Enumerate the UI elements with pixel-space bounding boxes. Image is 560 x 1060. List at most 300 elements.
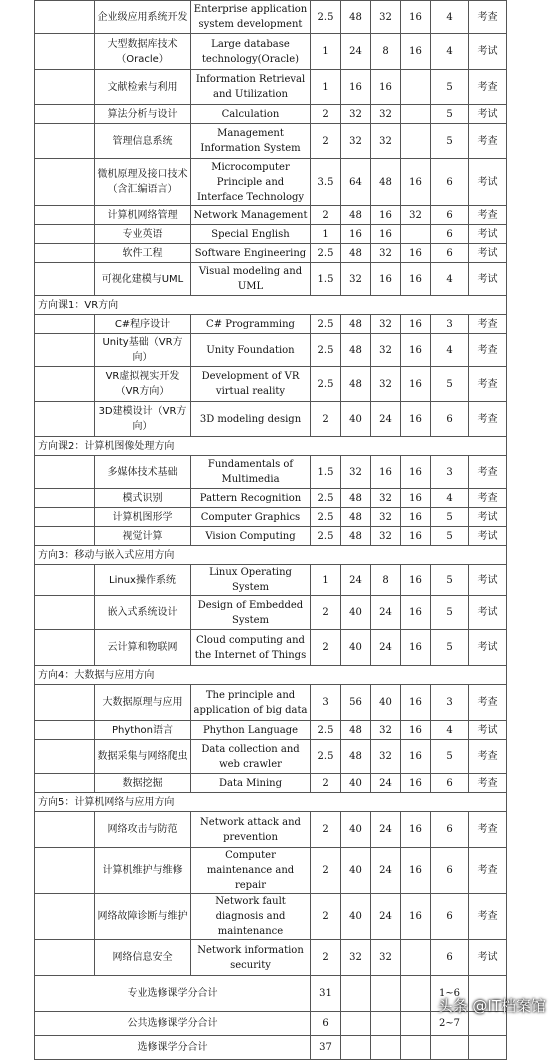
course-name-en: The principle and application of big data bbox=[191, 685, 311, 721]
total-semester bbox=[431, 1036, 469, 1060]
course-name-en: Linux Operating System bbox=[191, 565, 311, 596]
course-name-cn: 可视化建模与UML bbox=[95, 263, 191, 296]
lecture-hours-cell: 32 bbox=[371, 740, 401, 774]
course-name-cn: 企业级应用系统开发 bbox=[95, 1, 191, 34]
credit-cell: 2 bbox=[311, 124, 341, 159]
course-name-en: 3D modeling design bbox=[191, 402, 311, 437]
lecture-hours-cell: 48 bbox=[371, 159, 401, 206]
course-name-cn: 嵌入式系统设计 bbox=[95, 596, 191, 630]
category-cell bbox=[35, 244, 95, 263]
lab-hours-cell: 16 bbox=[401, 402, 431, 437]
lab-hours-cell: 16 bbox=[401, 848, 431, 894]
table-row bbox=[35, 263, 507, 296]
exam-type-cell: 考试 bbox=[469, 105, 507, 124]
credit-cell: 1 bbox=[311, 34, 341, 70]
total-hours-cell: 32 bbox=[341, 456, 371, 489]
category-cell bbox=[35, 685, 95, 721]
course-name-en: C# Programming bbox=[191, 315, 311, 334]
total-hours-cell: 48 bbox=[341, 508, 371, 527]
exam-type-cell: 考试 bbox=[469, 565, 507, 596]
course-name-cn: 网络信息安全 bbox=[95, 940, 191, 976]
lab-hours-cell: 16 bbox=[401, 508, 431, 527]
category-cell bbox=[35, 489, 95, 508]
total-hours-cell: 32 bbox=[341, 124, 371, 159]
lecture-hours-cell: 32 bbox=[371, 721, 401, 740]
credit-cell: 2.5 bbox=[311, 489, 341, 508]
exam-type-cell: 考查 bbox=[469, 740, 507, 774]
course-name-en: Computer Graphics bbox=[191, 508, 311, 527]
course-name-en: Information Retrieval and Utilization bbox=[191, 70, 311, 105]
credit-cell: 1 bbox=[311, 565, 341, 596]
credit-cell: 2.5 bbox=[311, 1, 341, 34]
semester-cell: 6 bbox=[431, 848, 469, 894]
table-row bbox=[35, 596, 507, 630]
credit-cell: 2.5 bbox=[311, 244, 341, 263]
lab-hours-cell: 16 bbox=[401, 456, 431, 489]
course-name-en: Network attack and prevention bbox=[191, 812, 311, 848]
semester-cell: 6 bbox=[431, 159, 469, 206]
exam-type-cell: 考查 bbox=[469, 894, 507, 940]
course-name-cn: C#程序设计 bbox=[95, 315, 191, 334]
course-name-cn: 管理信息系统 bbox=[95, 124, 191, 159]
lab-hours-cell: 16 bbox=[401, 489, 431, 508]
exam-type-cell: 考试 bbox=[469, 630, 507, 666]
lecture-hours-cell: 24 bbox=[371, 812, 401, 848]
category-cell bbox=[35, 630, 95, 666]
category-cell bbox=[35, 70, 95, 105]
exam-type-cell: 考查 bbox=[469, 315, 507, 334]
section-row bbox=[35, 296, 507, 315]
total-hours-cell: 64 bbox=[341, 159, 371, 206]
total-hours-cell: 56 bbox=[341, 685, 371, 721]
course-name-en: Computer maintenance and repair bbox=[191, 848, 311, 894]
section-row bbox=[35, 546, 507, 565]
course-name-cn: Linux操作系统 bbox=[95, 565, 191, 596]
table-row bbox=[35, 685, 507, 721]
exam-type-cell: 考查 bbox=[469, 124, 507, 159]
semester-cell: 3 bbox=[431, 315, 469, 334]
semester-cell: 4 bbox=[431, 1, 469, 34]
table-row bbox=[35, 630, 507, 666]
lab-hours-cell bbox=[401, 940, 431, 976]
category-cell bbox=[35, 527, 95, 546]
course-name-cn: 计算机维护与维修 bbox=[95, 848, 191, 894]
credit-cell: 2 bbox=[311, 812, 341, 848]
total-hours-cell: 48 bbox=[341, 315, 371, 334]
total-label: 公共选修课学分合计 bbox=[35, 1012, 311, 1036]
credit-cell: 1.5 bbox=[311, 263, 341, 296]
credit-cell: 2.5 bbox=[311, 367, 341, 402]
total-hours-cell: 48 bbox=[341, 740, 371, 774]
exam-type-cell: 考试 bbox=[469, 940, 507, 976]
blank-cell bbox=[371, 976, 401, 1012]
course-name-en: Visual modeling and UML bbox=[191, 263, 311, 296]
table-row bbox=[35, 894, 507, 940]
exam-type-cell: 考试 bbox=[469, 159, 507, 206]
category-cell bbox=[35, 334, 95, 367]
course-name-cn: 数据采集与网络爬虫 bbox=[95, 740, 191, 774]
course-name-cn: 计算机网络管理 bbox=[95, 206, 191, 225]
credit-cell: 1 bbox=[311, 225, 341, 244]
semester-cell: 6 bbox=[431, 940, 469, 976]
course-name-cn: 网络故障诊断与维护 bbox=[95, 894, 191, 940]
course-name-en: Special English bbox=[191, 225, 311, 244]
lecture-hours-cell: 16 bbox=[371, 206, 401, 225]
total-hours-cell: 32 bbox=[341, 105, 371, 124]
semester-cell: 6 bbox=[431, 206, 469, 225]
course-name-en: Software Engineering bbox=[191, 244, 311, 263]
exam-type-cell: 考试 bbox=[469, 34, 507, 70]
credit-cell: 2.5 bbox=[311, 527, 341, 546]
exam-type-cell: 考试 bbox=[469, 527, 507, 546]
exam-type-cell: 考试 bbox=[469, 596, 507, 630]
course-name-en: Data Mining bbox=[191, 774, 311, 793]
exam-type-cell: 考试 bbox=[469, 721, 507, 740]
course-name-cn: Phython语言 bbox=[95, 721, 191, 740]
course-name-en: Data collection and web crawler bbox=[191, 740, 311, 774]
course-name-en: Network Management bbox=[191, 206, 311, 225]
lecture-hours-cell: 16 bbox=[371, 70, 401, 105]
lab-hours-cell bbox=[401, 124, 431, 159]
semester-cell: 5 bbox=[431, 630, 469, 666]
total-semester: 1~6 bbox=[431, 976, 469, 1012]
blank-cell bbox=[341, 1036, 371, 1060]
course-name-cn: VR虚拟视实开发（VR方向） bbox=[95, 367, 191, 402]
credit-cell: 1 bbox=[311, 70, 341, 105]
credit-cell: 2 bbox=[311, 774, 341, 793]
exam-type-cell: 考查 bbox=[469, 402, 507, 437]
exam-type-cell: 考查 bbox=[469, 848, 507, 894]
lab-hours-cell: 16 bbox=[401, 527, 431, 546]
lecture-hours-cell: 24 bbox=[371, 630, 401, 666]
category-cell bbox=[35, 124, 95, 159]
total-hours-cell: 32 bbox=[341, 940, 371, 976]
semester-cell: 6 bbox=[431, 244, 469, 263]
total-label: 选修课学分合计 bbox=[35, 1036, 311, 1060]
lab-hours-cell bbox=[401, 70, 431, 105]
category-cell bbox=[35, 774, 95, 793]
table-row bbox=[35, 105, 507, 124]
category-cell bbox=[35, 812, 95, 848]
total-hours-cell: 48 bbox=[341, 206, 371, 225]
blank-cell bbox=[469, 1036, 507, 1060]
total-hours-cell: 16 bbox=[341, 70, 371, 105]
course-name-en: Cloud computing and the Internet of Things bbox=[191, 630, 311, 666]
exam-type-cell: 考查 bbox=[469, 774, 507, 793]
exam-type-cell: 考查 bbox=[469, 685, 507, 721]
course-name-en: Vision Computing bbox=[191, 527, 311, 546]
course-name-en: Phython Language bbox=[191, 721, 311, 740]
credit-cell: 2 bbox=[311, 940, 341, 976]
category-cell bbox=[35, 1, 95, 34]
course-name-en: Fundamentals of Multimedia bbox=[191, 456, 311, 489]
exam-type-cell: 考试 bbox=[469, 508, 507, 527]
credit-cell: 3.5 bbox=[311, 159, 341, 206]
exam-type-cell: 考查 bbox=[469, 334, 507, 367]
course-table bbox=[34, 0, 507, 1060]
total-hours-cell: 40 bbox=[341, 402, 371, 437]
lab-hours-cell: 16 bbox=[401, 34, 431, 70]
total-hours-cell: 16 bbox=[341, 225, 371, 244]
category-cell bbox=[35, 225, 95, 244]
credit-cell: 2.5 bbox=[311, 315, 341, 334]
category-cell bbox=[35, 367, 95, 402]
course-name-cn: 多媒体技术基础 bbox=[95, 456, 191, 489]
table-row bbox=[35, 1, 507, 34]
course-name-cn: 视觉计算 bbox=[95, 527, 191, 546]
lab-hours-cell: 16 bbox=[401, 774, 431, 793]
lecture-hours-cell: 24 bbox=[371, 894, 401, 940]
total-label: 专业选修课学分合计 bbox=[35, 976, 311, 1012]
category-cell bbox=[35, 596, 95, 630]
lab-hours-cell: 16 bbox=[401, 263, 431, 296]
semester-cell: 6 bbox=[431, 812, 469, 848]
course-name-en: Large database technology(Oracle) bbox=[191, 34, 311, 70]
course-name-cn: 专业英语 bbox=[95, 225, 191, 244]
exam-type-cell: 考查 bbox=[469, 489, 507, 508]
lab-hours-cell: 16 bbox=[401, 1, 431, 34]
semester-cell: 5 bbox=[431, 124, 469, 159]
category-cell bbox=[35, 315, 95, 334]
total-hours-cell: 40 bbox=[341, 894, 371, 940]
course-name-cn: 大数据原理与应用 bbox=[95, 685, 191, 721]
semester-cell: 6 bbox=[431, 225, 469, 244]
semester-cell: 5 bbox=[431, 367, 469, 402]
lab-hours-cell: 16 bbox=[401, 315, 431, 334]
section-row bbox=[35, 437, 507, 456]
lab-hours-cell: 16 bbox=[401, 334, 431, 367]
lecture-hours-cell: 8 bbox=[371, 34, 401, 70]
lecture-hours-cell: 32 bbox=[371, 105, 401, 124]
semester-cell: 5 bbox=[431, 740, 469, 774]
semester-cell: 6 bbox=[431, 774, 469, 793]
section-heading: 方向课1：VR方向 bbox=[35, 296, 507, 315]
course-name-en: Unity Foundation bbox=[191, 334, 311, 367]
semester-cell: 3 bbox=[431, 456, 469, 489]
semester-cell: 5 bbox=[431, 70, 469, 105]
table-row bbox=[35, 721, 507, 740]
table-row bbox=[35, 367, 507, 402]
course-name-en: Management Information System bbox=[191, 124, 311, 159]
exam-type-cell: 考查 bbox=[469, 367, 507, 402]
lecture-hours-cell: 32 bbox=[371, 1, 401, 34]
category-cell bbox=[35, 206, 95, 225]
lecture-hours-cell: 32 bbox=[371, 940, 401, 976]
lecture-hours-cell: 32 bbox=[371, 508, 401, 527]
lecture-hours-cell: 16 bbox=[371, 225, 401, 244]
category-cell bbox=[35, 894, 95, 940]
category-cell bbox=[35, 565, 95, 596]
lab-hours-cell bbox=[401, 105, 431, 124]
section-row bbox=[35, 793, 507, 812]
course-name-cn: 3D建模设计（VR方向） bbox=[95, 402, 191, 437]
category-cell bbox=[35, 402, 95, 437]
semester-cell: 5 bbox=[431, 565, 469, 596]
credit-cell: 2.5 bbox=[311, 740, 341, 774]
lecture-hours-cell: 8 bbox=[371, 565, 401, 596]
course-name-cn: 网络攻击与防范 bbox=[95, 812, 191, 848]
lecture-hours-cell: 32 bbox=[371, 244, 401, 263]
exam-type-cell: 考查 bbox=[469, 456, 507, 489]
course-name-en: Enterprise application system development bbox=[191, 1, 311, 34]
total-hours-cell: 32 bbox=[341, 263, 371, 296]
watermark-text: 头条 @IT档案馆 bbox=[437, 997, 546, 1015]
semester-cell: 5 bbox=[431, 105, 469, 124]
category-cell bbox=[35, 159, 95, 206]
section-heading: 方向3：移动与嵌入式应用方向 bbox=[35, 546, 507, 565]
course-name-cn: 计算机图形学 bbox=[95, 508, 191, 527]
course-name-cn: 软件工程 bbox=[95, 244, 191, 263]
table-row bbox=[35, 527, 507, 546]
lecture-hours-cell: 32 bbox=[371, 367, 401, 402]
total-hours-cell: 48 bbox=[341, 489, 371, 508]
course-name-en: Calculation bbox=[191, 105, 311, 124]
credit-cell: 2 bbox=[311, 848, 341, 894]
total-credit: 31 bbox=[311, 976, 341, 1012]
category-cell bbox=[35, 263, 95, 296]
table-row bbox=[35, 740, 507, 774]
lab-hours-cell: 16 bbox=[401, 812, 431, 848]
credit-cell: 3 bbox=[311, 685, 341, 721]
category-cell bbox=[35, 740, 95, 774]
lecture-hours-cell: 24 bbox=[371, 848, 401, 894]
semester-cell: 4 bbox=[431, 721, 469, 740]
lecture-hours-cell: 32 bbox=[371, 124, 401, 159]
lecture-hours-cell: 24 bbox=[371, 774, 401, 793]
lab-hours-cell: 16 bbox=[401, 630, 431, 666]
category-cell bbox=[35, 848, 95, 894]
lecture-hours-cell: 24 bbox=[371, 402, 401, 437]
blank-cell bbox=[401, 1036, 431, 1060]
course-name-en: Network information security bbox=[191, 940, 311, 976]
course-name-cn: 云计算和物联网 bbox=[95, 630, 191, 666]
lecture-hours-cell: 32 bbox=[371, 527, 401, 546]
course-name-cn: 算法分析与设计 bbox=[95, 105, 191, 124]
semester-cell: 5 bbox=[431, 596, 469, 630]
table-row bbox=[35, 206, 507, 225]
lab-hours-cell bbox=[401, 225, 431, 244]
table-row bbox=[35, 565, 507, 596]
total-credit: 37 bbox=[311, 1036, 341, 1060]
semester-cell: 3 bbox=[431, 685, 469, 721]
total-row bbox=[35, 976, 507, 1012]
exam-type-cell: 考查 bbox=[469, 206, 507, 225]
section-heading: 方向4：大数据与应用方向 bbox=[35, 666, 507, 685]
table-row bbox=[35, 489, 507, 508]
table-row bbox=[35, 225, 507, 244]
lecture-hours-cell: 24 bbox=[371, 596, 401, 630]
semester-cell: 5 bbox=[431, 508, 469, 527]
total-hours-cell: 48 bbox=[341, 334, 371, 367]
total-hours-cell: 40 bbox=[341, 848, 371, 894]
total-semester: 2~7 bbox=[431, 1012, 469, 1036]
category-cell bbox=[35, 508, 95, 527]
course-name-en: Network fault diagnosis and maintenance bbox=[191, 894, 311, 940]
category-cell bbox=[35, 34, 95, 70]
total-hours-cell: 40 bbox=[341, 774, 371, 793]
course-name-cn: 模式识别 bbox=[95, 489, 191, 508]
semester-cell: 4 bbox=[431, 34, 469, 70]
exam-type-cell: 考查 bbox=[469, 70, 507, 105]
category-cell bbox=[35, 105, 95, 124]
lab-hours-cell: 16 bbox=[401, 565, 431, 596]
exam-type-cell: 考试 bbox=[469, 244, 507, 263]
total-hours-cell: 24 bbox=[341, 34, 371, 70]
total-credit: 6 bbox=[311, 1012, 341, 1036]
table-row bbox=[35, 70, 507, 105]
course-name-en: Development of VR virtual reality bbox=[191, 367, 311, 402]
table-row bbox=[35, 940, 507, 976]
total-hours-cell: 40 bbox=[341, 596, 371, 630]
credit-cell: 2.5 bbox=[311, 334, 341, 367]
course-name-en: Microcomputer Principle and Interface Technology bbox=[191, 159, 311, 206]
lab-hours-cell: 16 bbox=[401, 685, 431, 721]
table-row bbox=[35, 334, 507, 367]
category-cell bbox=[35, 940, 95, 976]
course-name-cn: 文献检索与利用 bbox=[95, 70, 191, 105]
section-heading: 方向5：计算机网络与应用方向 bbox=[35, 793, 507, 812]
lecture-hours-cell: 16 bbox=[371, 456, 401, 489]
course-name-en: Design of Embedded System bbox=[191, 596, 311, 630]
lecture-hours-cell: 32 bbox=[371, 489, 401, 508]
course-name-cn: 数据挖掘 bbox=[95, 774, 191, 793]
lab-hours-cell: 16 bbox=[401, 894, 431, 940]
section-heading: 方向课2：计算机图像处理方向 bbox=[35, 437, 507, 456]
total-hours-cell: 48 bbox=[341, 527, 371, 546]
total-hours-cell: 48 bbox=[341, 721, 371, 740]
semester-cell: 4 bbox=[431, 334, 469, 367]
lab-hours-cell: 32 bbox=[401, 206, 431, 225]
semester-cell: 6 bbox=[431, 894, 469, 940]
credit-cell: 2.5 bbox=[311, 721, 341, 740]
blank-cell bbox=[341, 976, 371, 1012]
course-name-cn: 大型数据库技术（Oracle） bbox=[95, 34, 191, 70]
semester-cell: 5 bbox=[431, 527, 469, 546]
total-hours-cell: 40 bbox=[341, 630, 371, 666]
blank-cell bbox=[401, 976, 431, 1012]
semester-cell: 6 bbox=[431, 402, 469, 437]
total-hours-cell: 48 bbox=[341, 367, 371, 402]
total-hours-cell: 48 bbox=[341, 1, 371, 34]
total-hours-cell: 40 bbox=[341, 812, 371, 848]
blank-cell bbox=[371, 1036, 401, 1060]
credit-cell: 2 bbox=[311, 596, 341, 630]
table-row bbox=[35, 848, 507, 894]
lecture-hours-cell: 16 bbox=[371, 263, 401, 296]
semester-cell: 4 bbox=[431, 489, 469, 508]
total-row bbox=[35, 1036, 507, 1060]
table-row bbox=[35, 456, 507, 489]
exam-type-cell: 考查 bbox=[469, 1, 507, 34]
semester-cell: 4 bbox=[431, 263, 469, 296]
exam-type-cell: 考查 bbox=[469, 812, 507, 848]
lab-hours-cell: 16 bbox=[401, 721, 431, 740]
credit-cell: 2 bbox=[311, 630, 341, 666]
table-row bbox=[35, 124, 507, 159]
lab-hours-cell: 16 bbox=[401, 596, 431, 630]
table-row bbox=[35, 508, 507, 527]
lab-hours-cell: 16 bbox=[401, 367, 431, 402]
lecture-hours-cell: 32 bbox=[371, 315, 401, 334]
lab-hours-cell: 16 bbox=[401, 159, 431, 206]
lab-hours-cell: 16 bbox=[401, 740, 431, 774]
credit-cell: 2 bbox=[311, 894, 341, 940]
exam-type-cell: 考试 bbox=[469, 225, 507, 244]
total-hours-cell: 48 bbox=[341, 244, 371, 263]
total-hours-cell: 24 bbox=[341, 565, 371, 596]
credit-cell: 2.5 bbox=[311, 508, 341, 527]
course-name-en: Pattern Recognition bbox=[191, 489, 311, 508]
